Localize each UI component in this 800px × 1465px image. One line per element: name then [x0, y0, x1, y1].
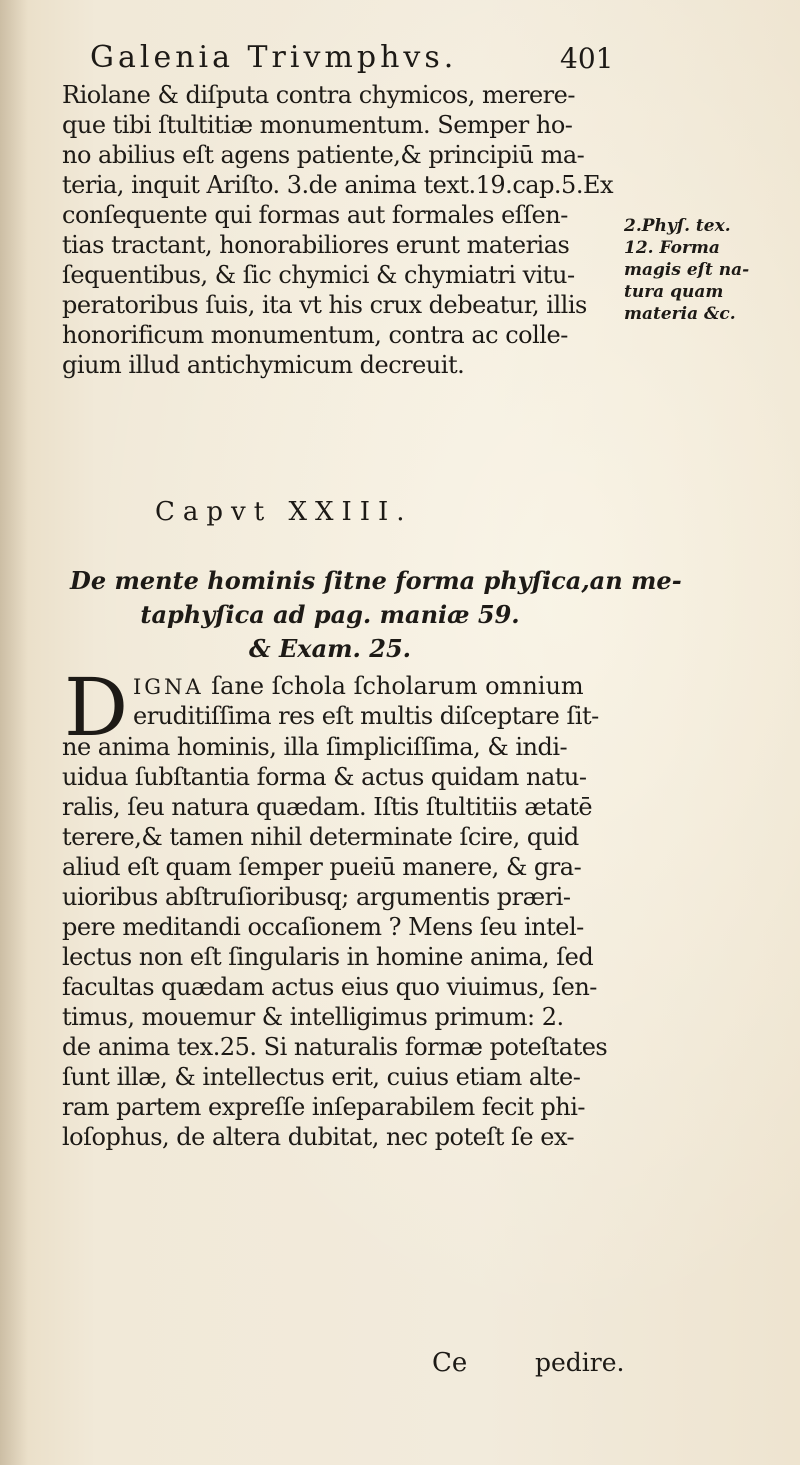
opening-smallcaps: IGNA	[133, 675, 204, 699]
text-line: Riolane & diſputa contra chymicos, merere-	[62, 81, 575, 109]
text-line: lectus non eſt ſingularis in homine anima, ſed	[62, 943, 594, 971]
chapter-title	[70, 564, 682, 666]
text-line: ram partem expreſſe inſeparabilem fecit phi-	[62, 1093, 585, 1121]
text-line: pere meditandi occaſionem ? Mens ſeu intel-	[62, 913, 584, 941]
marginal-note	[624, 215, 794, 325]
chapter-heading: Capvt XXIII.	[155, 497, 413, 527]
text-line: timus, mouemur & intelligimus primum: 2.	[62, 1003, 564, 1031]
text-line: aliud eſt quam ſemper pueiū manere, & gra-	[62, 853, 582, 881]
text-line: terere,& tamen nihil determinate ſcire, quid	[62, 823, 579, 851]
catchword: Ce	[432, 1348, 468, 1378]
page-number: 401	[560, 42, 614, 75]
text-line: ne anima hominis, illa ſimpliciſſima, & indi-	[62, 733, 568, 761]
text-line: ralis, ſeu natura quædam. Iſtis ſtultitiis ætatē	[62, 793, 593, 821]
text-line: loſophus, de altera dubitat, nec poteſt ſe ex-	[62, 1123, 575, 1151]
text-line: teria, inquit Ariſto. 3.de anima text.19.cap.5.Ex	[62, 171, 614, 199]
text-line: ſequentibus, & ſic chymici & chymiatri vitu-	[62, 261, 575, 289]
gutter-shadow	[0, 0, 28, 1465]
text-line: que tibi ſtultitiæ monumentum. Semper ho-	[62, 111, 573, 139]
chapter-title-line: taphyſica ad pag. maniæ 59.	[140, 600, 520, 629]
marginal-note-line: tura quam	[624, 282, 724, 302]
opening-second-line: eruditiſſima res eſt multis diſceptare ſit-	[133, 702, 599, 730]
chapter-title-line: De mente hominis ſitne forma phyſica,an me-	[70, 566, 682, 595]
marginal-note-line: magis eſt na-	[624, 260, 750, 280]
drop-cap: D	[64, 661, 129, 754]
text-line: uidua ſubſtantia forma & actus quidam natu-	[62, 763, 587, 791]
marginal-note-line: 2.Phyſ. tex.	[624, 216, 731, 236]
opening-line	[133, 672, 584, 700]
marginal-note-line: 12. Forma	[624, 238, 720, 258]
text-line: no abilius eſt agens patiente,& principiū ma-	[62, 141, 585, 169]
text-line: honorificum monumentum, contra ac colle-	[62, 321, 568, 349]
paragraph-1	[62, 80, 614, 380]
text-line: conſequente qui formas aut formales eſſen-	[62, 201, 568, 229]
text-line: de anima tex.25. Si naturalis formæ poteſtates	[62, 1033, 608, 1061]
marginal-note-line: materia &c.	[624, 304, 736, 324]
paragraph-2	[62, 732, 608, 1152]
text-line: gium illud antichymicum decreuit.	[62, 351, 465, 379]
running-head: Galenia Trivmphvs.	[90, 40, 458, 75]
text-line: tias tractant, honorabiliores erunt materias	[62, 231, 570, 259]
chapter-title-line: & Exam. 25.	[248, 634, 412, 663]
text-line: facultas quædam actus eius quo viuimus, ſen-	[62, 973, 597, 1001]
opening-rest: ſane ſchola ſcholarum omnium	[203, 672, 584, 700]
text-line: peratoribus ſuis, ita vt his crux debeatur, illis	[62, 291, 587, 319]
text-line: ſunt illæ, & intellectus erit, cuius etiam alte-	[62, 1063, 581, 1091]
last-word: pedire.	[535, 1348, 625, 1377]
text-line: uioribus abſtruſioribusq; argumentis præri-	[62, 883, 571, 911]
